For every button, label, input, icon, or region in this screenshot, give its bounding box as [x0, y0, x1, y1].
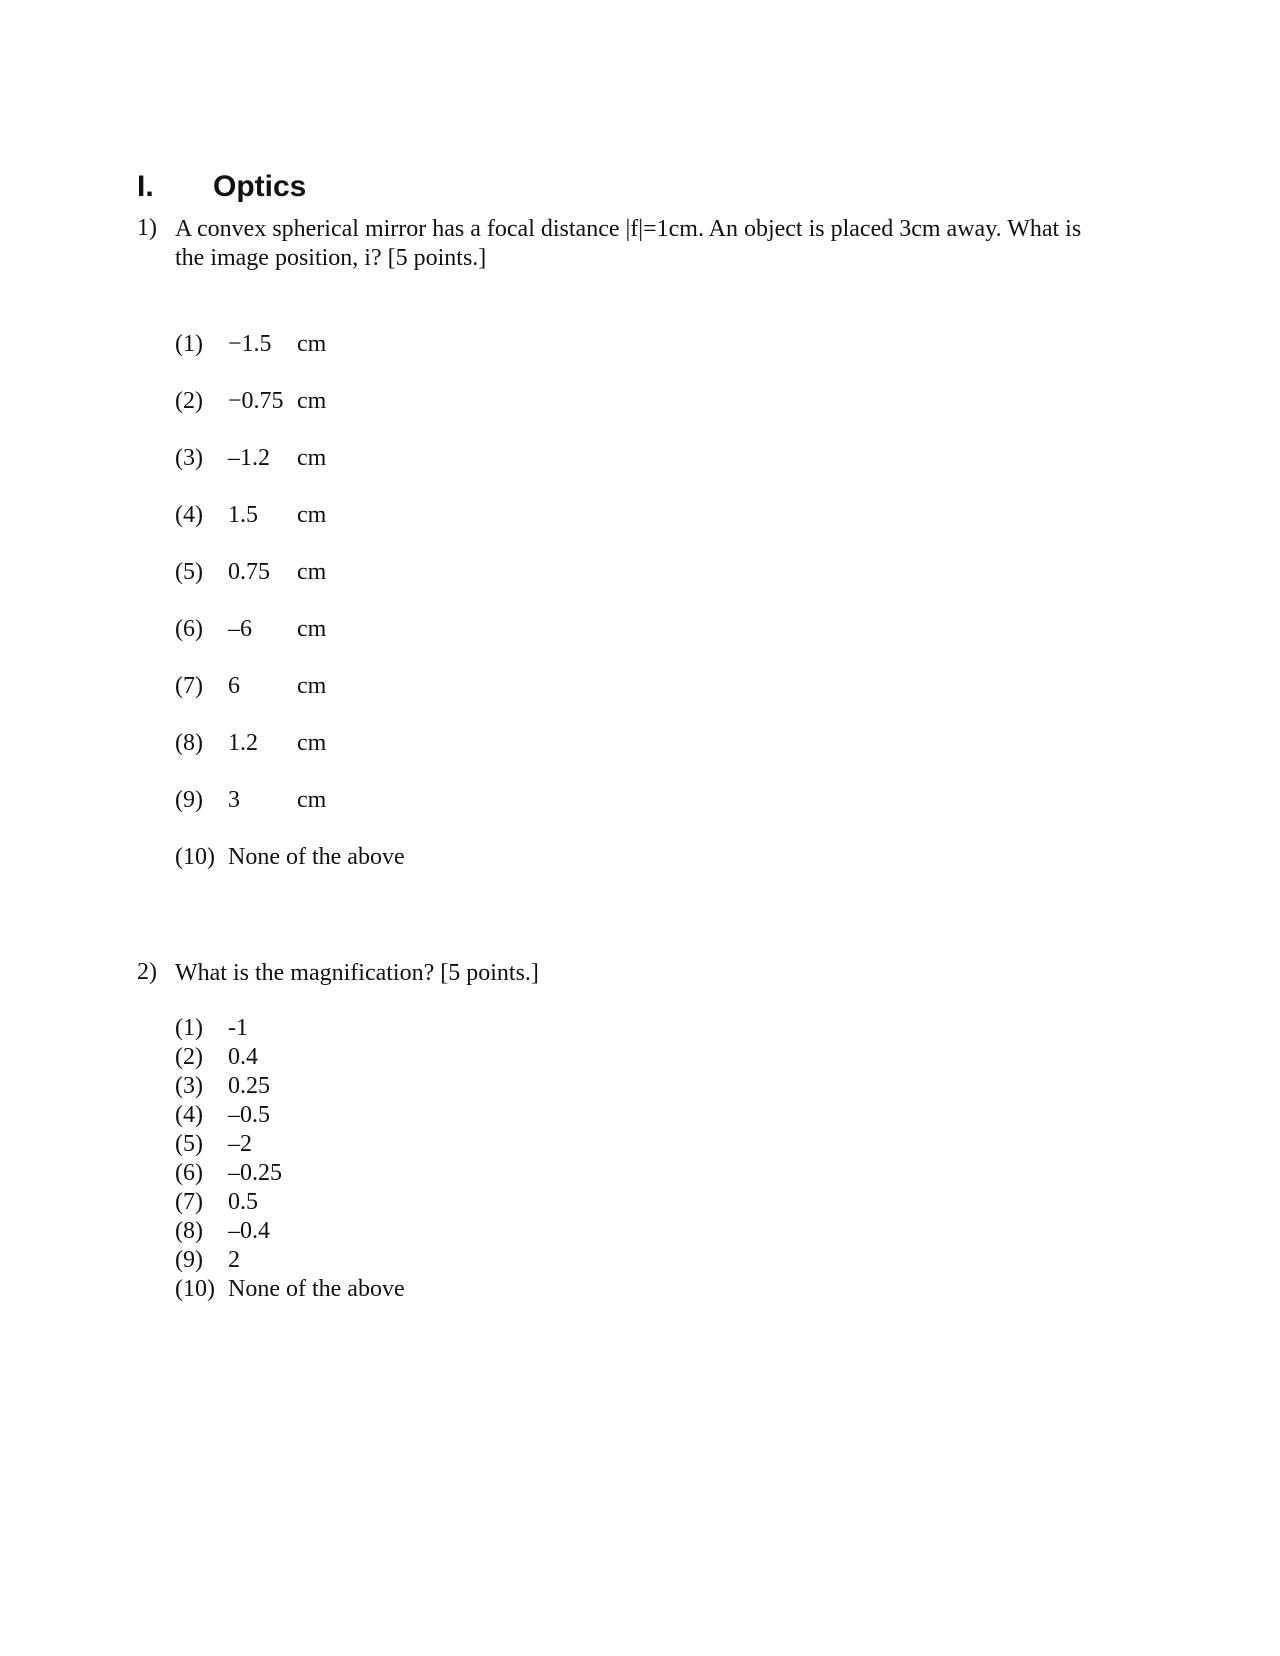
option-label: (4) — [175, 502, 203, 528]
option-label: (2) — [175, 1044, 203, 1070]
question-1-number: 1) — [137, 215, 157, 241]
option-unit: cm — [297, 616, 327, 642]
option-value: None of the above — [228, 844, 405, 870]
option-value: 1.2 — [228, 730, 258, 756]
option-value: None of the above — [228, 1276, 405, 1302]
option-value: –6 — [228, 616, 252, 642]
option-value: −1.5 — [228, 331, 272, 357]
option-label: (4) — [175, 1102, 203, 1128]
question-1-text — [175, 215, 1165, 273]
option-label: (6) — [175, 616, 203, 642]
option-value: 0.75 — [228, 559, 270, 585]
option-value: –0.4 — [228, 1218, 270, 1244]
section-number: I. — [137, 170, 154, 203]
option-label: (2) — [175, 388, 203, 414]
option-label: (7) — [175, 673, 203, 699]
option-value: 0.5 — [228, 1189, 258, 1215]
option-unit: cm — [297, 559, 327, 585]
option-value: 2 — [228, 1247, 240, 1273]
question-2-number: 2) — [137, 959, 157, 985]
option-value: –0.25 — [228, 1160, 282, 1186]
option-value: −0.75 — [228, 388, 284, 414]
option-label: (10) — [175, 844, 215, 870]
option-label: (1) — [175, 1015, 203, 1041]
section-title: Optics — [213, 170, 307, 203]
option-unit: cm — [297, 673, 327, 699]
option-value: 1.5 — [228, 502, 258, 528]
question-2-text: What is the magnification? [5 points.] — [175, 960, 539, 986]
option-label: (5) — [175, 1131, 203, 1157]
option-unit: cm — [297, 787, 327, 813]
option-value: 3 — [228, 787, 240, 813]
option-label: (5) — [175, 559, 203, 585]
option-value: -1 — [228, 1015, 248, 1041]
option-value: –2 — [228, 1131, 252, 1157]
option-value: 0.4 — [228, 1044, 258, 1070]
option-label: (8) — [175, 1218, 203, 1244]
question-1-text-line1: A convex spherical mirror has a focal distance |f|=1cm. An object is placed 3cm away. What is — [175, 216, 1082, 242]
option-label: (9) — [175, 1247, 203, 1273]
option-unit: cm — [297, 730, 327, 756]
option-unit: cm — [297, 502, 327, 528]
option-label: (9) — [175, 787, 203, 813]
option-label: (3) — [175, 1073, 203, 1099]
option-label: (10) — [175, 1276, 215, 1302]
option-label: (8) — [175, 730, 203, 756]
option-label: (7) — [175, 1189, 203, 1215]
option-value: 0.25 — [228, 1073, 270, 1099]
option-unit: cm — [297, 388, 327, 414]
option-unit: cm — [297, 445, 327, 471]
option-value: 6 — [228, 673, 240, 699]
option-value: –0.5 — [228, 1102, 270, 1128]
question-1-text-line2: the image position, i? [5 points.] — [175, 245, 487, 271]
option-value: –1.2 — [228, 445, 270, 471]
option-label: (6) — [175, 1160, 203, 1186]
option-label: (1) — [175, 331, 203, 357]
option-unit: cm — [297, 331, 327, 357]
option-label: (3) — [175, 445, 203, 471]
